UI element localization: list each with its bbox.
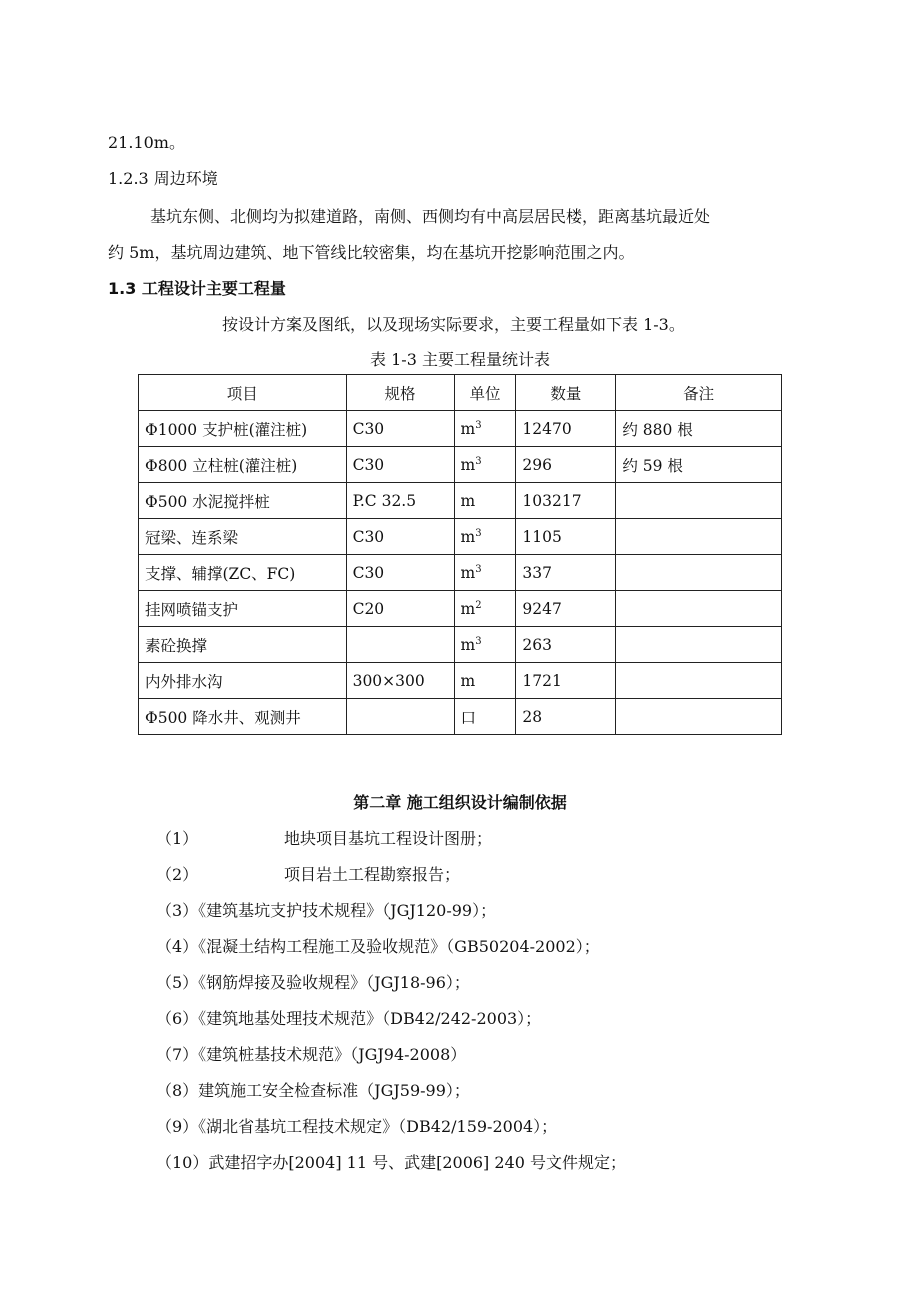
cell-quantity: 263: [516, 627, 616, 663]
cell-spec: 300×300: [346, 663, 454, 699]
cell-note: [616, 519, 782, 555]
cell-item: 挂网喷锚支护: [139, 591, 347, 627]
cell-note: [616, 555, 782, 591]
cell-item: Φ500 水泥搅拌桩: [139, 483, 347, 519]
cell-item: Φ500 降水井、观测井: [139, 699, 347, 735]
list-item: （6）《建筑地基处理技术规范》（DB42/242-2003）；: [156, 1009, 542, 1028]
list-item: （9）《湖北省基坑工程技术规定》（DB42/159-2004）；: [156, 1117, 558, 1136]
header-spec: 规格: [346, 375, 454, 411]
cell-item: 素砼换撑: [139, 627, 347, 663]
cell-note: [616, 699, 782, 735]
list-item: （1） 地块项目基坑工程设计图册；: [156, 829, 493, 848]
list-item: （10）武建招字办[2004] 11 号、武建[2006] 240 号文件规定；: [156, 1153, 627, 1172]
cell-item: 内外排水沟: [139, 663, 347, 699]
header-note: 备注: [616, 375, 782, 411]
cell-unit: $m^3$: [454, 519, 516, 555]
cell-spec: P.C 32.5: [346, 483, 454, 519]
cell-quantity: 296: [516, 447, 616, 483]
cell-note: 约 59 根: [616, 447, 782, 483]
list-item: （5）《钢筋焊接及验收规程》（JGJ18-96）；: [156, 973, 470, 992]
cell-note: [616, 627, 782, 663]
cell-item: Φ800 立柱桩(灌注桩): [139, 447, 347, 483]
cell-unit: $m^3$: [454, 627, 516, 663]
cell-note: 约 880 根: [616, 411, 782, 447]
cell-unit: m: [454, 663, 516, 699]
cell-unit: 口: [454, 699, 516, 735]
table-row: [139, 447, 782, 483]
cell-spec: C20: [346, 591, 454, 627]
cell-unit: m: [454, 483, 516, 519]
cell-spec: C30: [346, 447, 454, 483]
cell-quantity: 337: [516, 555, 616, 591]
cell-quantity: 9247: [516, 591, 616, 627]
table-row: [139, 555, 782, 591]
table-row: [139, 411, 782, 447]
table-row: [139, 519, 782, 555]
cell-spec: [346, 627, 454, 663]
cell-unit: $m^3$: [454, 555, 516, 591]
quantity-table: [138, 374, 782, 735]
list-item: （3）《建筑基坑支护技术规程》（JGJ120-99）；: [156, 901, 497, 920]
table-row: [139, 483, 782, 519]
cell-spec: [346, 699, 454, 735]
cell-spec: C30: [346, 555, 454, 591]
environment-paragraph-line-2: 约 5m，基坑周边建筑、地下管线比较密集，均在基坑开挖影响范围之内。: [108, 243, 635, 262]
section-1-2-3-heading: 1.2.3 周边环境: [108, 169, 218, 188]
table-header-row: [139, 375, 782, 411]
cell-quantity: 103217: [516, 483, 616, 519]
header-item: 项目: [139, 375, 347, 411]
cell-quantity: 28: [516, 699, 616, 735]
cell-item: Φ1000 支护桩(灌注桩): [139, 411, 347, 447]
section-1-3-heading: 1.3 工程设计主要工程量: [108, 279, 286, 298]
cell-unit: $m^2$: [454, 591, 516, 627]
depth-text: 21.10m。: [108, 133, 185, 152]
cell-quantity: 1721: [516, 663, 616, 699]
cell-note: [616, 663, 782, 699]
cell-spec: C30: [346, 519, 454, 555]
cell-note: [616, 591, 782, 627]
cell-note: [616, 483, 782, 519]
cell-quantity: 12470: [516, 411, 616, 447]
environment-paragraph-line-1: 基坑东侧、北侧均为拟建道路，南侧、西侧均有中高层居民楼，距离基坑最近处: [150, 207, 711, 226]
header-quantity: 数量: [516, 375, 616, 411]
list-item: （7）《建筑桩基技术规范》（JGJ94-2008）: [156, 1045, 467, 1064]
list-item: （8）建筑施工安全检查标准（JGJ59-99）；: [156, 1081, 470, 1100]
cell-unit: $m^3$: [454, 447, 516, 483]
cell-item: 支撑、辅撑(ZC、FC): [139, 555, 347, 591]
list-item: （2） 项目岩土工程勘察报告；: [156, 865, 461, 884]
list-item: （4）《混凝土结构工程施工及验收规范》（GB50204-2002）；: [156, 937, 600, 956]
cell-unit: $m^3$: [454, 411, 516, 447]
table-row: [139, 699, 782, 735]
header-unit: 单位: [454, 375, 516, 411]
chapter-2-title: 第二章 施工组织设计编制依据: [353, 793, 567, 812]
cell-quantity: 1105: [516, 519, 616, 555]
table-row: [139, 627, 782, 663]
cell-item: 冠梁、连系梁: [139, 519, 347, 555]
section-1-3-paragraph: 按设计方案及图纸，以及现场实际要求，主要工程量如下表 1-3。: [222, 315, 685, 334]
table-row: [139, 663, 782, 699]
table-row: [139, 591, 782, 627]
cell-spec: C30: [346, 411, 454, 447]
table-caption: 表 1-3 主要工程量统计表: [370, 350, 550, 369]
